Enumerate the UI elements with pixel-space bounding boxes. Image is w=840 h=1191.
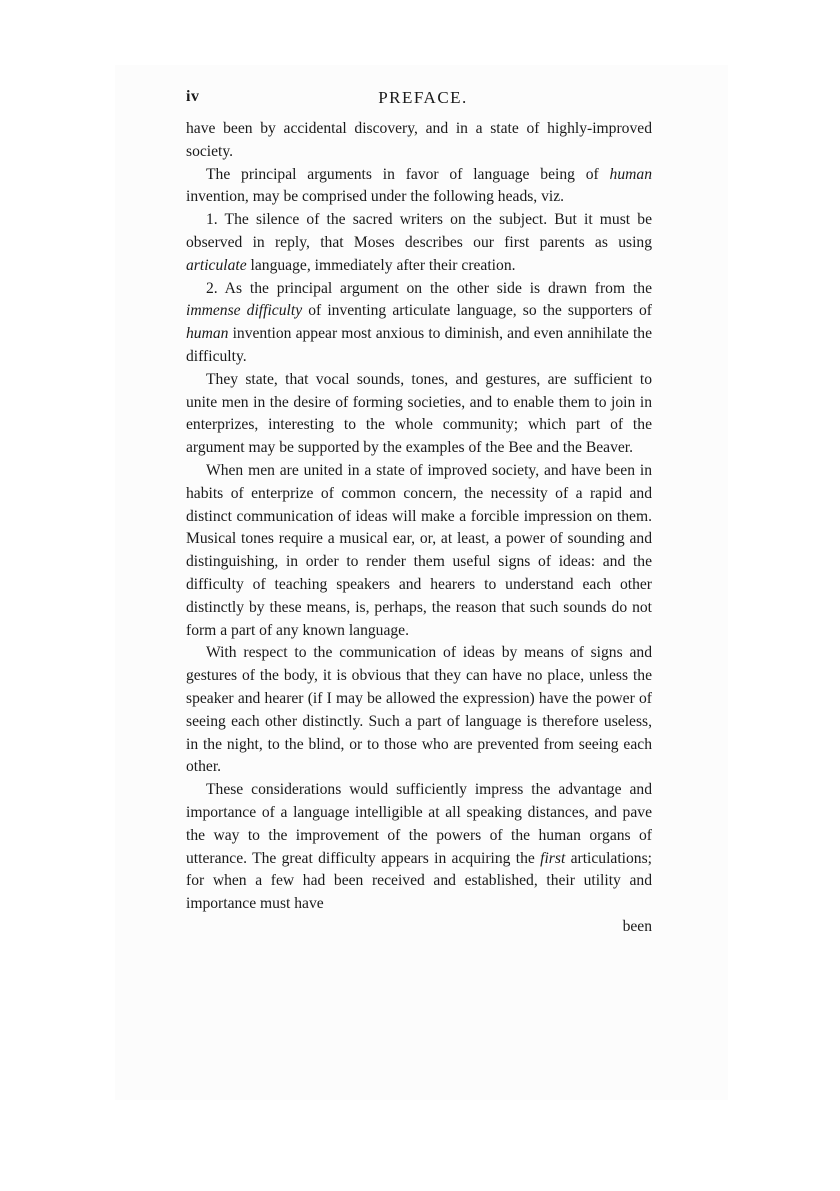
- paragraph: [186, 164, 652, 210]
- text-run: These considerations would sufficiently impress the advantage and importance of a language intelligible at all speaking distances, and pave the way to the improvement of the powers of the human organs of utterance. The great difficulty appears in acquiring the: [186, 781, 652, 867]
- italic-text: first: [540, 849, 566, 867]
- italic-text: immense difficulty: [186, 302, 303, 320]
- text-run: 1. The silence of the sacred writers on the subject. But it must be observed in reply, that Moses describes our first parents as using: [186, 211, 652, 251]
- text-run: articulations; for when a few had been received and established, their utility and importance must have: [186, 849, 653, 913]
- running-head: PREFACE.: [378, 88, 468, 107]
- paragraph: [186, 209, 652, 277]
- paragraph: [186, 369, 652, 460]
- paragraph: [186, 779, 652, 916]
- paragraph: [186, 278, 652, 369]
- body-text: [186, 118, 652, 939]
- text-run: With respect to the communication of ideas by means of signs and gestures of the body, it is obvious that they can have no place, unless the speaker and hearer (if I may be allowed the expression) have the power of seeing each other distinctly. Such a part of language is therefore useless, in the night, to the blind, or to those who are prevented from seeing each other.: [186, 644, 652, 776]
- catchword: been: [622, 917, 652, 935]
- text-run: of inventing articulate language, so the supporters of: [302, 302, 652, 320]
- page-header: [186, 88, 652, 112]
- paragraph: [186, 642, 652, 779]
- paragraph: [186, 460, 652, 642]
- text-run: The principal arguments in favor of language being of: [206, 165, 610, 183]
- italic-text: human: [609, 165, 652, 183]
- text-run: have been by accidental discovery, and in a state of highly-improved society.: [186, 120, 652, 160]
- text-run: 2. As the principal argument on the other side is drawn from the: [206, 279, 652, 297]
- text-run: They state, that vocal sounds, tones, and gestures, are sufficient to unite men in the desire of forming societies, and to enable them to join in enterprizes, interesting to the whole community; which part of the argument may be supported by the examples of the Bee and the Beaver.: [186, 370, 652, 457]
- text-run: language, immediately after their creation.: [246, 256, 516, 274]
- text-run: invention appear most anxious to diminish, and even annihilate the difficulty.: [186, 325, 652, 365]
- text-run: invention, may be comprised under the following heads, viz.: [186, 188, 565, 206]
- page-number: iv: [186, 88, 200, 105]
- text-run: When men are united in a state of improved society, and have been in habits of enterprize of common concern, the necessity of a rapid and distinct communication of ideas will make a forcible impression on them. Musical tones require a musical ear, or, at least, a power of sounding and distinguishing, in order to render them useful signs of ideas: and the difficulty of teaching speakers and hearers to understand each other distinctly by these means, is, perhaps, the reason that such sounds do not form a part of any known language.: [186, 461, 652, 639]
- italic-text: human: [186, 325, 229, 343]
- paragraph: [186, 118, 652, 164]
- italic-text: articulate: [186, 256, 247, 274]
